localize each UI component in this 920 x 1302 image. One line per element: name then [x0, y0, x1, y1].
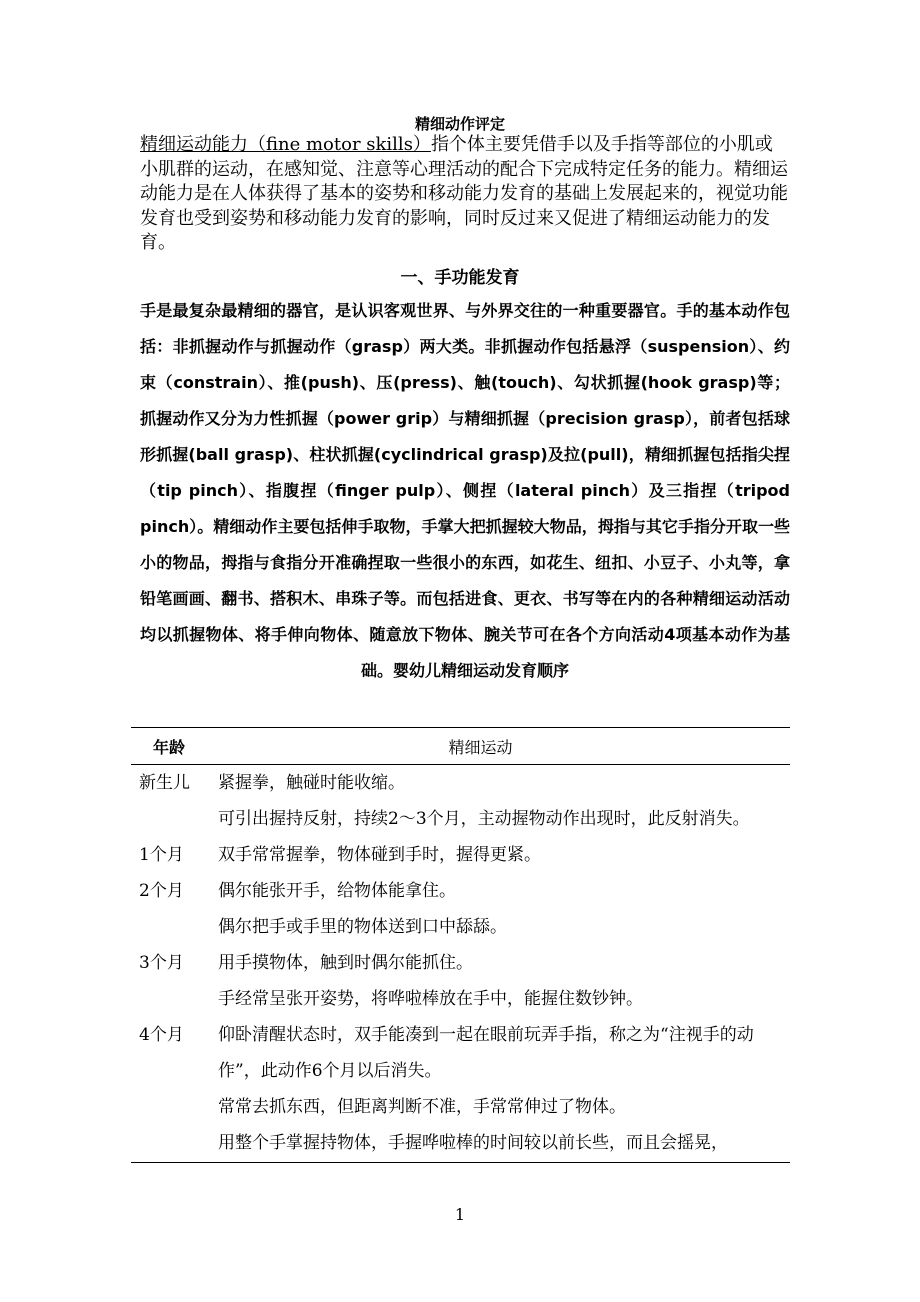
intro-term: 精细运动能力（fine motor skills）	[140, 134, 431, 155]
row-item: 手经常呈张开姿势，将哗啦棒放在手中，能握住数钞钟。	[218, 989, 643, 1009]
row-item: 紧握拳，触碰时能收缩。	[218, 773, 405, 793]
row-item: 偶尔把手或手里的物体送到口中舔舔。	[218, 917, 507, 937]
table-row	[131, 945, 790, 1017]
intro-paragraph	[140, 133, 790, 256]
row-age: 4个月	[139, 1025, 184, 1045]
table-row	[131, 873, 790, 945]
table-header	[131, 728, 790, 765]
table-row	[131, 1017, 790, 1161]
row-item: 偶尔能张开手，给物体能拿住。	[218, 881, 456, 901]
intro-text: 指个体主要凭借手以及手指等部位的小肌或小肌群的运动，在感知觉、注意等心理活动的配合下完成特定任务的能力。精细运动能力是在人体获得了基本的姿势和移动能力发育的基础上发展起来的，视觉功能发育也受到姿势和移动能力发育的影响，同时反过来又促进了精细运动能力的发育。	[140, 134, 788, 253]
document-title: 精细动作评定	[414, 115, 505, 133]
row-item: 双手常常握拳，物体碰到手时，握得更紧。	[218, 845, 541, 865]
row-item: 用手摸物体，触到时偶尔能抓住。	[218, 953, 473, 973]
row-age: 1个月	[139, 845, 184, 865]
row-age: 新生儿	[139, 773, 190, 793]
header-age: 年龄	[153, 737, 186, 757]
row-item: 常常去抓东西，但距离判断不准，手常常伸过了物体。	[218, 1097, 626, 1117]
hand-function-paragraph: 手是最复杂最精细的器官，是认识客观世界、与外界交往的一种重要器官。手的基本动作包括：非抓握动作与抓握动作（grasp）两大类。非抓握动作包括悬浮（suspension）、约束（constrain）、推(push)、压(press)、触(touch)、勾状抓握(hook grasp)等；抓握动作又分为力性抓握（power grip）与精细抓握（precision grasp），前者包括球形抓握(ball grasp)、柱状抓握(cyclindrical grasp)及拉(pull)，精细抓握包括指尖捏（tip pinch）、指腹捏（finger pulp）、侧捏（lateral pinch）及三指捏（tripod pinch）。精细动作主要包括伸手取物，手掌大把抓握较大物品，拇指与其它手指分开取一些小的物品，拇指与食指分开准确捏取一些很小的东西，如花生、纽扣、小豆子、小丸等，拿铅笔画画、翻书、搭积木、串珠子等。而包括进食、更衣、书写等在内的各种精细运动活动均以抓握物体、将手伸向物体、随意放下物体、腕关节可在各个方向活动4项基本动作为基础。婴幼儿精细运动发育顺序	[140, 301, 790, 680]
row-item: 用整个手掌握持物体，手握哗啦棒的时间较以前长些，而且会摇晃，	[218, 1133, 728, 1153]
section-heading: 一、手功能发育	[400, 268, 520, 288]
row-item: 仰卧清醒状态时，双手能凑到一起在眼前玩弄手指，称之为“注视手的动作”，此动作6个月以后消失。	[218, 1025, 754, 1081]
row-age: 3个月	[139, 953, 184, 973]
page-number: 1	[454, 1205, 466, 1224]
table-row	[131, 837, 790, 873]
row-age: 2个月	[139, 881, 184, 901]
development-table	[131, 727, 790, 1163]
header-motor: 精细运动	[448, 737, 513, 757]
row-item: 可引出握持反射，持续2～3个月，主动握物动作出现时，此反射消失。	[218, 809, 750, 829]
table-row	[131, 765, 790, 837]
